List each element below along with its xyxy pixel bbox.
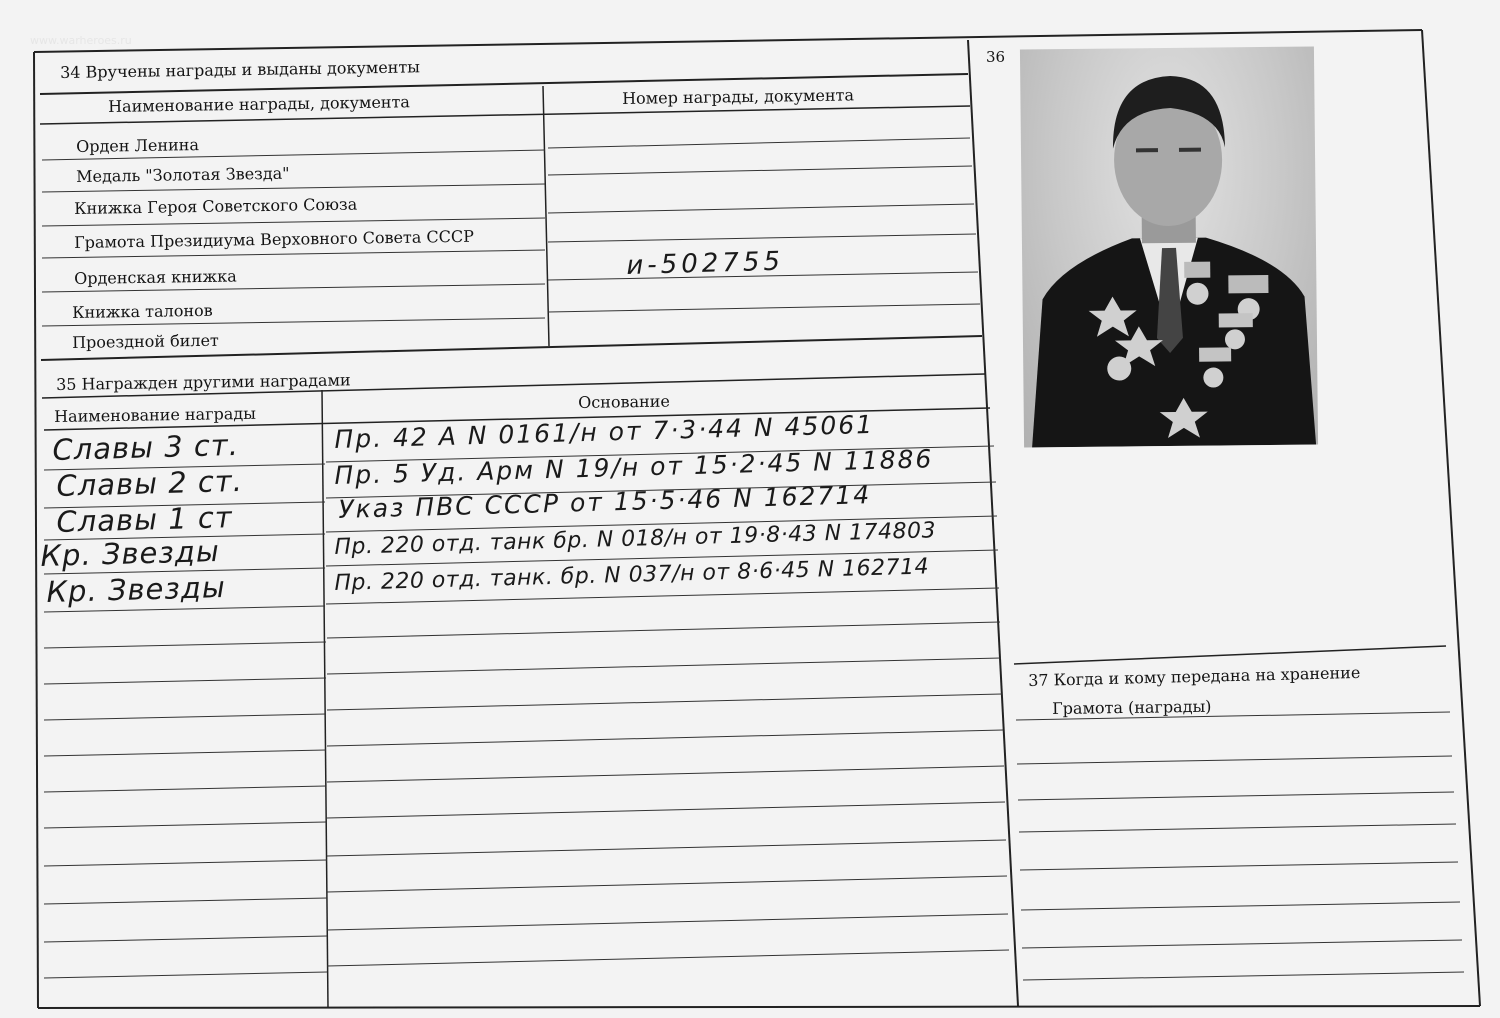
s35-award-basis: Пр. 220 отд. танк. бр. N 037/н от 8·6·45 N 162714: [334, 554, 930, 596]
s35-award-name: Кр. Звезды: [39, 533, 221, 573]
s35-award-basis: Пр. 42 А N 0161/н от 7·3·44 N 45061: [334, 409, 875, 454]
s34-row-name: Книжка Героя Советского Союза: [73, 194, 358, 218]
s34-column-divider: [543, 86, 549, 346]
s37-item: Грамота (награды): [1051, 696, 1212, 718]
s37-title: 37 Когда и кому передана на хранение: [1027, 662, 1361, 690]
s34-col-number-header: Номер награды, документа: [621, 85, 855, 108]
s36-number: 36: [986, 48, 1006, 66]
s35-award-name: Славы 3 ст.: [51, 427, 240, 467]
s35-award-name: Славы 2 ст.: [55, 463, 244, 503]
frame-right-line: [1422, 30, 1480, 1006]
right-section-divider: [968, 40, 1018, 1006]
s35-award-basis: Указ ПВС СССР от 15·5·46 N 162714: [338, 480, 872, 524]
s35-award-name: Славы 1 ст: [55, 500, 234, 539]
s35-award-name: Кр. Звезды: [45, 569, 227, 609]
s37-header-line: [1014, 646, 1446, 664]
s34-col-name-header: Наименование награды, документа: [107, 92, 411, 116]
order-book-number: и-502755: [626, 246, 785, 281]
s35-column-divider: [322, 390, 328, 1008]
s34-row-name: Медаль "Золотая Звезда": [75, 163, 290, 186]
s34-row-name: Книжка талонов: [71, 300, 213, 322]
s35-award-basis: Пр. 5 Уд. Арм N 19/н от 15·2·45 N 11886: [334, 444, 934, 490]
s35-col-basis-header: Основание: [577, 391, 670, 412]
s34-row-name: Проездной билет: [71, 330, 219, 352]
portrait-figure: [1020, 46, 1318, 447]
frame-bottom-line: [38, 1006, 1480, 1008]
s34-row-name: Орден Ленина: [75, 135, 200, 156]
s34-row-name: Грамота Президиума Верховного Совета СССР: [73, 226, 475, 252]
s34-title: 34 Вручены награды и выданы документы: [59, 57, 421, 82]
s35-title: 35 Награжден другими наградами: [55, 370, 351, 394]
s35-award-basis: Пр. 220 отд. танк бр. N 018/н от 19·8·43 N 174803: [334, 518, 937, 560]
s34-row-name: Орденская книжка: [73, 266, 237, 288]
s35-col-name-header: Наименование награды: [53, 403, 257, 426]
watermark: www.warheroes.ru: [30, 34, 132, 47]
frame-left-line: [34, 52, 38, 1008]
portrait-photo: [1020, 46, 1318, 447]
